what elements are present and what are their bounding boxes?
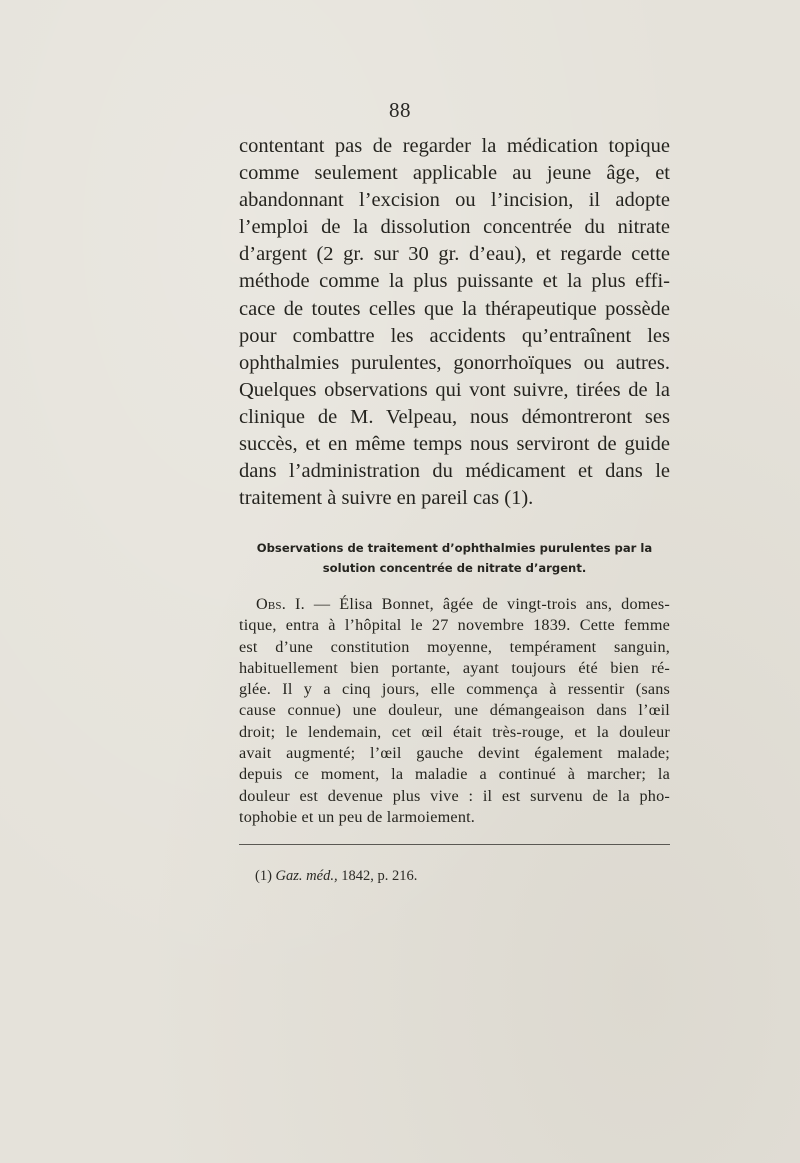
text-line: depuis ce moment, la maladie a continué à marcher; la [239, 765, 670, 784]
text-line: tophobie et un peu de larmoiement. [239, 807, 476, 826]
text-line: méthode comme la plus puissante et la plus effi- [239, 270, 670, 293]
text-line: succès, et en même temps nous serviront de guide [239, 433, 670, 456]
text-line: est d’une constitution moyenne, tempérament sanguin, [239, 637, 670, 656]
text-line: l’emploi de la dissolution concentrée du nitrate [239, 216, 670, 239]
text-line: glée. Il y a cinq jours, elle commença à ressentir (sans [239, 680, 670, 699]
text-line: cause connue) une douleur, une démangeaison dans l’œil [239, 701, 670, 720]
text-line: pour combattre les accidents qu’entraînent les [239, 324, 670, 347]
text-line: clinique de M. Velpeau, nous démontreront ses [239, 405, 670, 428]
observation-paragraph [239, 594, 670, 828]
footnote [255, 866, 670, 886]
page-number: 88 [389, 98, 411, 122]
text-line: contentant pas de regarder la médication topique [239, 135, 670, 157]
text-line: comme seulement applicable au jeune âge, et [239, 162, 670, 185]
text-line: d’argent (2 gr. sur 30 gr. d’eau), et regarde cette [239, 243, 670, 266]
text-line: douleur est devenue plus vive : il est survenu de la pho- [239, 786, 670, 805]
observation-first-line [239, 594, 670, 615]
text-line: tique, entra à l’hôpital le 27 novembre 1839. Cette femme [239, 616, 670, 635]
footnote-marker: (1) [255, 868, 272, 884]
text-line: Quelques observations qui vont suivre, tirées de la [239, 378, 670, 401]
text-line: abandonnant l’excision ou l’incision, il adopte [239, 189, 670, 212]
observation-label: Obs. I. [256, 595, 305, 613]
footnote-journal: Gaz. méd., [275, 868, 338, 884]
text-line: avait augmenté; l’œil gauche devint également malade; [239, 744, 670, 763]
section-heading-line: solution concentrée de nitrate d’argent. [322, 561, 587, 575]
text-line: droit; le lendemain, cet œil était très-rouge, et la douleur [239, 722, 670, 741]
text-line: ophthalmies purulentes, gonorrhoïques ou autres. [239, 351, 670, 374]
main-paragraph [239, 133, 670, 512]
text-line: traitement à suivre en pareil cas (1). [239, 487, 534, 510]
text-line: dans l’administration du médicament et dans le [239, 460, 670, 483]
footnote-reference: 1842, p. 216. [341, 868, 418, 884]
observation-first-line-text: — Élisa Bonnet, âgée de vingt-trois ans, domes- [313, 595, 671, 613]
section-heading-line: Observations de traitement d’ophthalmies purulentes par la [256, 541, 653, 555]
text-line: cace de toutes celles que la thérapeutique possède [239, 297, 670, 320]
text-line: habituellement bien portante, ayant toujours été bien ré- [239, 658, 670, 677]
footnote-divider [239, 844, 670, 845]
section-heading [239, 538, 670, 578]
